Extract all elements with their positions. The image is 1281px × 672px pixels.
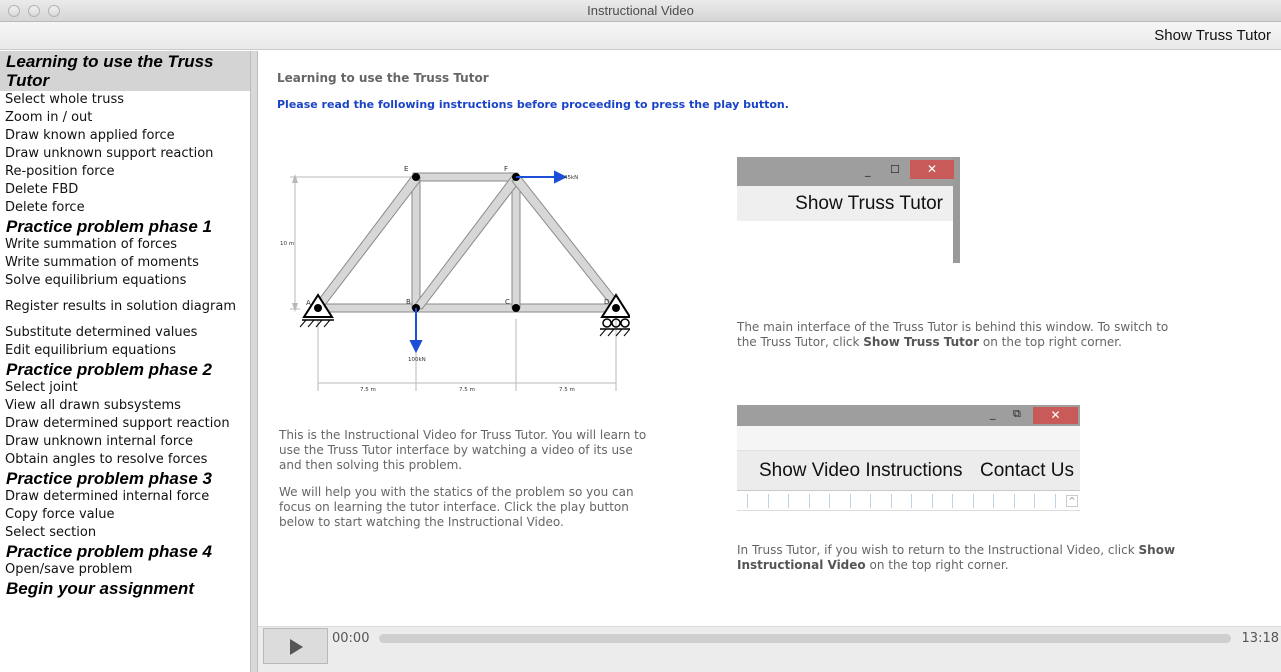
- switch-note-bold: Show Truss Tutor: [863, 335, 980, 349]
- total-time: 13:18: [1241, 631, 1279, 646]
- sidebar-item[interactable]: Copy force value: [5, 507, 115, 522]
- joint-label-a: A: [306, 299, 311, 307]
- ruler-tick: [870, 494, 871, 508]
- ruler-tick: [788, 494, 789, 508]
- vertical-load-label: 100kN: [408, 357, 426, 363]
- maximize-icon: ☐: [890, 163, 900, 176]
- sidebar-item[interactable]: Write summation of forces: [5, 237, 177, 252]
- sidebar-item[interactable]: View all drawn subsystems: [5, 398, 181, 413]
- focus-paragraph: We will help you with the statics of the problem so you can focus on learning the tutor interface. Click the play button below to start watching the Instructional Video.: [279, 485, 634, 529]
- ruler-tick: [891, 494, 892, 508]
- sidebar-item[interactable]: Open/save problem: [5, 562, 133, 577]
- span-label-1: 7.5 m: [360, 387, 376, 393]
- window-title: Instructional Video: [587, 3, 694, 18]
- ruler-tick: [911, 494, 912, 508]
- ruler-tick: [850, 494, 851, 508]
- truss-diagram: [280, 159, 630, 395]
- minimize-icon: _: [865, 164, 871, 177]
- menu-strip: [0, 22, 1281, 50]
- sidebar-heading[interactable]: Practice problem phase 3: [6, 469, 212, 488]
- sidebar-item[interactable]: Select section: [5, 525, 97, 540]
- height-label: 10 m: [280, 241, 295, 247]
- sidebar-item[interactable]: Delete force: [5, 200, 85, 215]
- show-video-instructions-screenshot: [737, 405, 1080, 530]
- span-label-3: 7.5 m: [559, 387, 575, 393]
- ruler-tick: [829, 494, 830, 508]
- show-truss-tutor-button[interactable]: Show Truss Tutor: [1154, 27, 1271, 44]
- screenshot-titlebar: [737, 157, 953, 186]
- sidebar-item[interactable]: Draw determined internal force: [5, 489, 210, 504]
- joint-label-e: E: [404, 165, 409, 173]
- ruler-tick: [1055, 494, 1056, 508]
- screenshot-spacer: [737, 426, 1080, 450]
- ruler-tick: [993, 494, 994, 508]
- return-note-text: In Truss Tutor, if you wish to return to the Instructional Video, click: [737, 543, 1139, 557]
- switch-note-text: The main interface of the Truss Tutor is behind this window. To switch to the Truss Tutor, click: [737, 320, 1169, 349]
- sidebar-item[interactable]: Zoom in / out: [5, 110, 93, 125]
- sidebar-heading[interactable]: Learning to use the Truss Tutor: [0, 51, 250, 91]
- video-player-controls: [258, 626, 1281, 672]
- span-label-2: 7.5 m: [459, 387, 475, 393]
- ruler-tick: [747, 494, 748, 508]
- intro-paragraph: This is the Instructional Video for Truss Tutor. You will learn to use the Truss Tutor interface by watching a video of its use and then solving this problem.: [279, 428, 647, 472]
- title-bar: [0, 0, 1281, 22]
- ruler-tick: [1014, 494, 1015, 508]
- sidebar-heading[interactable]: Practice problem phase 1: [6, 217, 212, 236]
- close-icon: ✕: [1033, 407, 1078, 424]
- ruler-tick: [809, 494, 810, 508]
- ruler-tick: [768, 494, 769, 508]
- sidebar-item[interactable]: Obtain angles to resolve forces: [5, 452, 208, 467]
- sidebar-item[interactable]: Re-position force: [5, 164, 115, 179]
- switch-note-tail: on the top right corner.: [979, 335, 1122, 349]
- close-icon: ✕: [910, 160, 954, 179]
- sidebar-item[interactable]: Select whole truss: [5, 92, 125, 107]
- sidebar-item[interactable]: Register results in solution diagram: [5, 299, 236, 314]
- scroll-up-icon: ^: [1066, 495, 1078, 507]
- main-content: [258, 51, 1281, 626]
- ruler-tick: [973, 494, 974, 508]
- joint-label-b: B: [406, 298, 411, 306]
- sidebar-item[interactable]: Draw known applied force: [5, 128, 175, 143]
- sidebar-item[interactable]: Draw unknown internal force: [5, 434, 194, 449]
- restore-icon: ⧉: [1013, 407, 1021, 420]
- page-title: Learning to use the Truss Tutor: [277, 71, 489, 85]
- sidebar-item[interactable]: Draw unknown support reaction: [5, 146, 214, 161]
- play-icon: [290, 639, 303, 655]
- return-note-tail: on the top right corner.: [865, 558, 1009, 572]
- screenshot-show-truss-tutor-label: Show Truss Tutor: [737, 186, 953, 221]
- sidebar-item[interactable]: Write summation of moments: [5, 255, 199, 270]
- sidebar-item[interactable]: Solve equilibrium equations: [5, 273, 187, 288]
- ruler-tick: [952, 494, 953, 508]
- sidebar-item[interactable]: Edit equilibrium equations: [5, 343, 177, 358]
- screenshot-contact-us: Contact Us: [980, 460, 1074, 481]
- sidebar-heading[interactable]: Practice problem phase 2: [6, 360, 212, 379]
- horizontal-load-label: 45kN: [564, 175, 579, 181]
- sidebar-heading[interactable]: Begin your assignment: [6, 579, 194, 598]
- sidebar-item[interactable]: Delete FBD: [5, 182, 79, 197]
- screenshot-show-video-instructions: Show Video Instructions: [759, 460, 963, 481]
- sidebar-scrollbar[interactable]: [250, 51, 258, 672]
- show-truss-tutor-screenshot: [737, 157, 960, 263]
- minimize-icon: _: [990, 407, 996, 420]
- sidebar-item[interactable]: Select joint: [5, 380, 78, 395]
- sidebar-heading[interactable]: Practice problem phase 4: [6, 542, 212, 561]
- play-button[interactable]: [263, 628, 328, 664]
- joint-label-d: D: [604, 298, 610, 306]
- ruler-tick: [1034, 494, 1035, 508]
- joint-label-c: C: [505, 298, 510, 306]
- screenshot-titlebar: [737, 405, 1080, 426]
- lesson-sidebar: [0, 51, 250, 672]
- switch-note: [737, 320, 1177, 350]
- return-note: [737, 543, 1177, 573]
- screenshot-menu: [737, 450, 1080, 491]
- seek-bar[interactable]: [379, 634, 1231, 643]
- ruler-tick: [932, 494, 933, 508]
- joint-label-f: F: [504, 165, 509, 173]
- screenshot-ruler: [737, 491, 1080, 511]
- sidebar-item[interactable]: Draw determined support reaction: [5, 416, 230, 431]
- current-time: 00:00: [332, 631, 370, 646]
- sidebar-item[interactable]: Substitute determined values: [5, 325, 198, 340]
- return-note-bold: Show Instructional Video: [737, 543, 1176, 572]
- instruction-text: Please read the following instructions before proceeding to press the play button.: [277, 98, 789, 111]
